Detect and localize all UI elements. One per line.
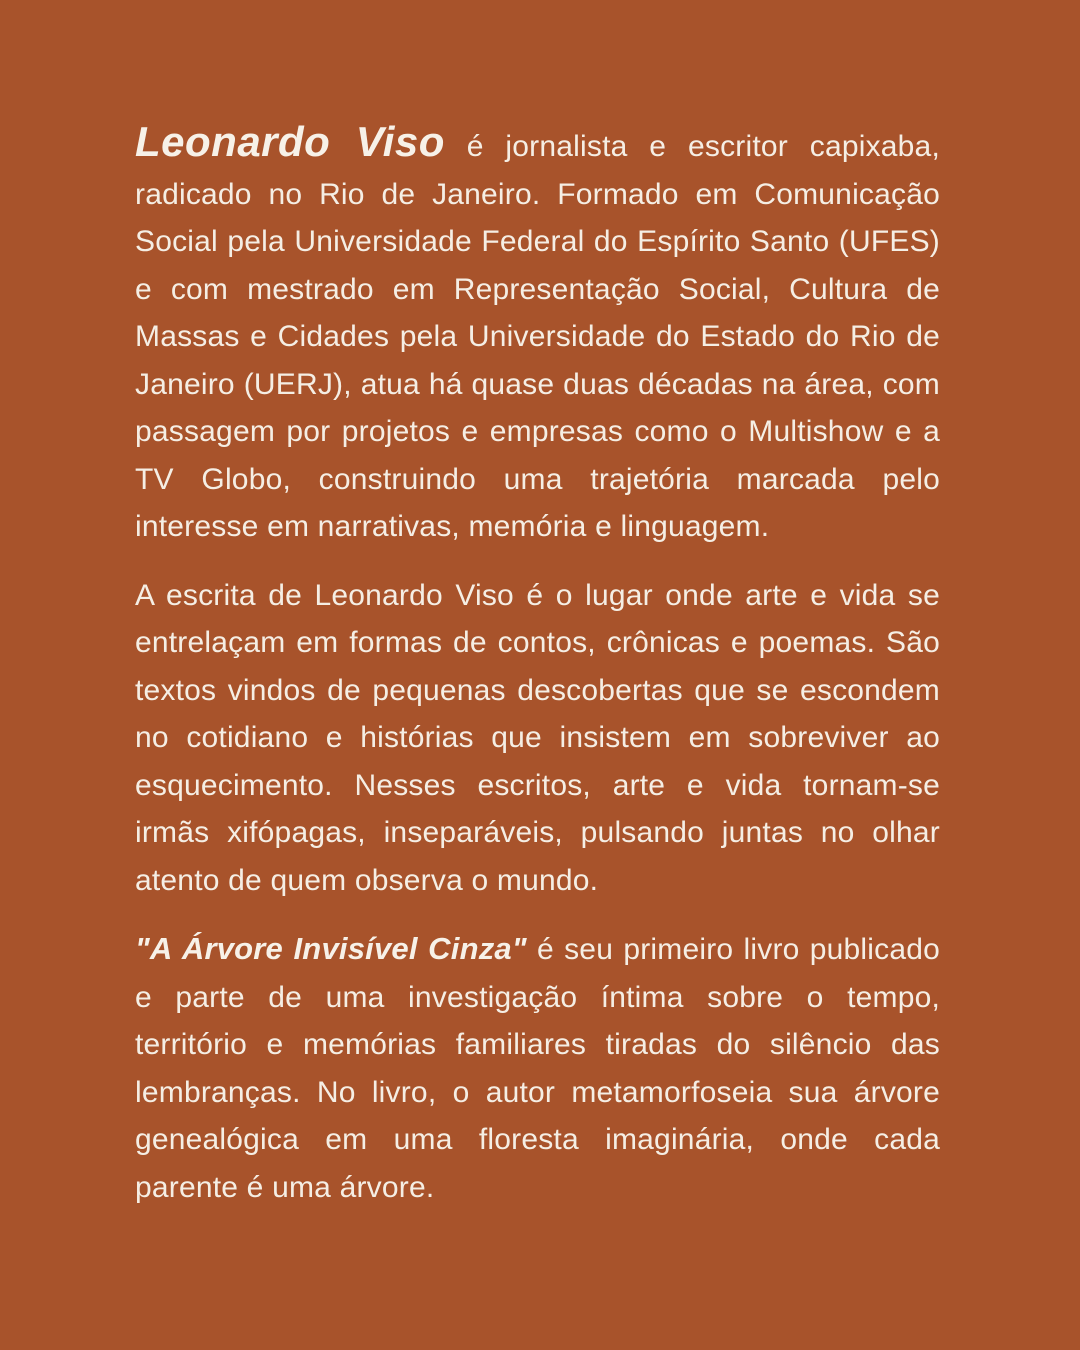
- bio-paragraph-book: [135, 925, 940, 1211]
- bio-text-block: [135, 118, 940, 1232]
- paragraph-text: é seu primeiro livro publicado e parte de uma investigação íntima sobre o tempo, território e memórias familiares tiradas do silêncio das lembranças. No livro, o autor metamorfoseia sua árvore genealógica em uma floresta imaginária, onde cada parente é uma árvore.: [135, 933, 940, 1204]
- bio-paragraph-career: [135, 118, 940, 551]
- book-title: "A Árvore Invisível Cinza": [135, 931, 527, 966]
- bio-paragraph-writing: [135, 572, 940, 905]
- paragraph-text: A escrita de Leonardo Viso é o lugar onde arte e vida se entrelaçam em formas de contos, crônicas e poemas. São textos vindos de pequenas descobertas que se escondem no cotidiano e histórias que insistem em sobreviver ao esquecimento. Nesses escritos, arte e vida tornam-se irmãs xifópagas, inseparáveis, pulsando juntas no olhar atento de quem observa o mundo.: [135, 578, 940, 897]
- author-name: Leonardo Viso: [135, 118, 445, 165]
- paragraph-text: é jornalista e escritor capixaba, radicado no Rio de Janeiro. Formado em Comunicação Social pela Universidade Federal do Espírito Santo (UFES) e com mestrado em Representação Social, Cultura de Massas e Cidades pela Universidade do Estado do Rio de Janeiro (UERJ), atua há quase duas décadas na área, com passagem por projetos e empresas como o Multishow e a TV Globo, construindo uma trajetória marcada pelo interesse em narrativas, memória e linguagem.: [135, 130, 940, 543]
